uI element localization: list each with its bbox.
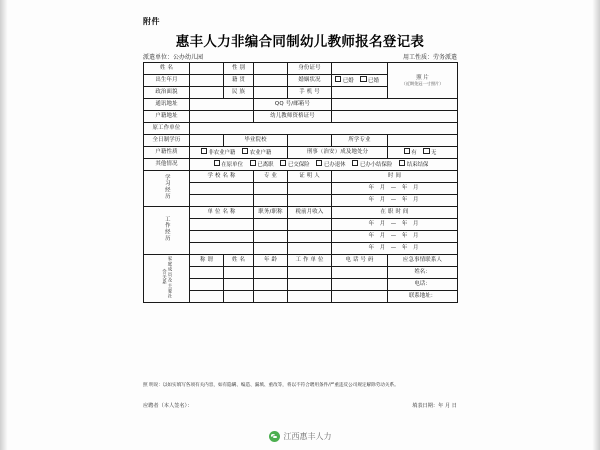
- checkbox-end-insurance-label: 结束结保: [406, 162, 429, 169]
- field-major[interactable]: [388, 135, 458, 147]
- field-gender[interactable]: [254, 63, 288, 75]
- label-major: 所学专业: [332, 135, 388, 147]
- label-school: 毕业院校: [224, 135, 288, 147]
- study-school-2[interactable]: [190, 195, 254, 207]
- family-col-age: 年 龄: [254, 255, 288, 267]
- family-rel-2[interactable]: [190, 279, 224, 291]
- study-major-2[interactable]: [254, 195, 288, 207]
- work-unit-1[interactable]: [190, 219, 254, 231]
- field-marital[interactable]: [332, 75, 388, 87]
- family-phone-1[interactable]: [332, 267, 388, 279]
- work-title-3[interactable]: [254, 243, 288, 255]
- checkbox-icon: [423, 148, 429, 154]
- page-right-shadow: [592, 0, 600, 450]
- field-mobile[interactable]: [332, 87, 388, 99]
- work-title-1[interactable]: [254, 219, 288, 231]
- field-teacher-cert[interactable]: [332, 111, 458, 123]
- checkbox-icon: [250, 160, 256, 166]
- emergency-contact-label: 应急事情联系人: [388, 255, 458, 267]
- family-rel-1[interactable]: [190, 267, 224, 279]
- watermark-brand: 江西惠丰人力: [283, 432, 332, 441]
- checkbox-insured[interactable]: [280, 162, 309, 168]
- checkbox-icon: [404, 148, 410, 154]
- checkbox-end-insurance[interactable]: [399, 162, 428, 168]
- study-school-1[interactable]: [190, 183, 254, 195]
- study-col-time: 时 间: [332, 171, 458, 183]
- field-school[interactable]: [288, 135, 332, 147]
- checkbox-at-original-unit[interactable]: [214, 162, 243, 168]
- work-title-2[interactable]: [254, 231, 288, 243]
- family-name-3[interactable]: [224, 291, 254, 303]
- field-household[interactable]: [190, 111, 254, 123]
- study-witness-2[interactable]: [288, 195, 332, 207]
- family-col-phone: 电 话 号 码: [332, 255, 388, 267]
- photo-label: 照 片: [416, 74, 429, 81]
- study-witness-1[interactable]: [288, 183, 332, 195]
- work-time-3[interactable]: 年 月 — 年 月: [332, 243, 458, 255]
- checkbox-retired-label: 已办退休: [323, 162, 346, 169]
- checkbox-resigned[interactable]: [250, 162, 274, 168]
- family-age-2[interactable]: [254, 279, 288, 291]
- field-household-type[interactable]: [190, 147, 288, 159]
- label-education: 全日制学历: [144, 135, 190, 147]
- field-prev-employer[interactable]: [190, 123, 458, 135]
- photo-note: （近期免冠一寸照片）: [401, 81, 444, 87]
- date-label: [412, 402, 457, 409]
- family-col-rel: 称 谓: [190, 255, 224, 267]
- checkbox-icon: [335, 76, 341, 82]
- label-household: 户籍地址: [144, 111, 190, 123]
- table-row: [144, 183, 458, 195]
- study-col-witness: 证 明 人: [288, 171, 332, 183]
- checkbox-small-insurance-label: 已办小结保险: [359, 162, 393, 169]
- work-unit-3[interactable]: [190, 243, 254, 255]
- table-row: [144, 291, 458, 303]
- page-left-shadow: [0, 0, 8, 450]
- watermark-inner: [269, 431, 332, 442]
- checkbox-nonagri[interactable]: [201, 150, 236, 156]
- table-row: [144, 63, 458, 75]
- family-name-2[interactable]: [224, 279, 254, 291]
- label-nation: 民 族: [224, 87, 254, 99]
- employment-type: 用工性质：劳务派遣: [402, 54, 457, 61]
- field-hometown[interactable]: [254, 75, 288, 87]
- label-prev-employer: 原工作单位: [144, 123, 190, 135]
- work-income-1[interactable]: [288, 219, 332, 231]
- table-row: [144, 279, 458, 291]
- subtitle-row: [143, 52, 457, 61]
- label-penalty: 刑事（治安）成及地处分: [288, 147, 388, 159]
- emergency-name-field[interactable]: 姓名：: [388, 267, 458, 279]
- checkbox-resigned-label: 已离职: [257, 162, 274, 169]
- section-label-study: [144, 171, 190, 207]
- family-col-unit: 工 作 单 位: [288, 255, 332, 267]
- label-name: 姓 名: [144, 63, 190, 75]
- emergency-phone-field[interactable]: 电话：: [388, 279, 458, 291]
- table-row: [144, 267, 458, 279]
- family-phone-2[interactable]: [332, 279, 388, 291]
- checkbox-icon: [214, 160, 220, 166]
- study-header-row: [144, 171, 458, 183]
- label-teacher-cert: 幼儿教师资格证号: [254, 111, 332, 123]
- checkbox-penalty-no-label: 无: [431, 150, 437, 157]
- table-row: [144, 123, 458, 135]
- family-rel-3[interactable]: [190, 291, 224, 303]
- section-label-work-text: 工作经历: [163, 216, 170, 242]
- family-phone-3[interactable]: [332, 291, 388, 303]
- table-row: [144, 243, 458, 255]
- signature-label[interactable]: 应聘者（本人签名）：: [143, 403, 193, 409]
- checkbox-insured-label: 已交保险: [287, 162, 310, 169]
- watermark: [0, 427, 600, 446]
- checkbox-married[interactable]: [335, 78, 353, 84]
- work-income-3[interactable]: [288, 243, 332, 255]
- label-address: 通讯地址: [144, 99, 190, 111]
- checkbox-icon: [360, 76, 366, 82]
- table-row: [144, 111, 458, 123]
- study-major-1[interactable]: [254, 183, 288, 195]
- table-row: [144, 147, 458, 159]
- table-row: [144, 99, 458, 111]
- dispatch-unit: 派遣单位：公办幼儿园: [143, 54, 204, 61]
- family-unit-2[interactable]: [288, 279, 332, 291]
- checkbox-penalty-yes-label: 有: [411, 150, 417, 157]
- study-col-school: 学 校 名 称: [190, 171, 254, 183]
- emergency-address-field[interactable]: 联系地址：: [388, 291, 458, 303]
- work-unit-2[interactable]: [190, 231, 254, 243]
- family-age-1[interactable]: [254, 267, 288, 279]
- checkbox-penalty-yes[interactable]: [404, 150, 417, 156]
- date-label-text: 填表日期：: [412, 403, 439, 409]
- signature-row: [143, 402, 457, 409]
- field-political[interactable]: [190, 87, 224, 99]
- work-time-1[interactable]: 年 月 — 年 月: [332, 219, 458, 231]
- checkbox-icon: [316, 160, 322, 166]
- family-unit-1[interactable]: [288, 267, 332, 279]
- work-time-2[interactable]: 年 月 — 年 月: [332, 231, 458, 243]
- date-blank[interactable]: 年 月 日: [438, 403, 457, 409]
- label-hometown: 籍 贯: [224, 75, 254, 87]
- registration-form: [143, 62, 458, 303]
- field-qq[interactable]: [332, 99, 458, 111]
- family-unit-3[interactable]: [288, 291, 332, 303]
- study-time-1[interactable]: 年 月 — 年 月: [332, 183, 458, 195]
- field-address[interactable]: [190, 99, 254, 111]
- family-name-1[interactable]: [224, 267, 254, 279]
- label-household-type: 户籍性质: [144, 147, 190, 159]
- label-mobile: 手 机 号: [288, 87, 332, 99]
- study-col-major: 专 业: [254, 171, 288, 183]
- form-note: 照 明说：以如实填写各项有关内容，如有隐瞒、编造、漏填、重改等，将以不符合聘用条件/严重违反公司规定解除劳动关系。: [143, 383, 399, 388]
- work-col-title: 职务/职称: [254, 207, 288, 219]
- table-row: [144, 159, 458, 171]
- checkbox-icon: [399, 160, 405, 166]
- label-marital: 婚姻状况: [288, 75, 332, 87]
- table-row: [144, 135, 458, 147]
- field-nation[interactable]: [254, 87, 288, 99]
- label-political: 政治面貌: [144, 87, 190, 99]
- section-label-study-text: 学习经历: [163, 174, 170, 200]
- field-name[interactable]: [190, 63, 224, 75]
- work-header-row: [144, 207, 458, 219]
- checkbox-nonagri-label: 非农业户籍: [208, 150, 236, 157]
- checkbox-at-original-unit-label: 在原单位: [221, 162, 243, 169]
- checkbox-single[interactable]: [360, 78, 378, 84]
- checkbox-icon: [280, 160, 286, 166]
- label-birth: 出生年月: [144, 75, 190, 87]
- field-idcard[interactable]: [332, 63, 388, 75]
- table-row: [144, 195, 458, 207]
- study-time-2[interactable]: 年 月 — 年 月: [332, 195, 458, 207]
- table-row: [144, 219, 458, 231]
- checkbox-icon: [242, 148, 248, 154]
- page-title: 惠丰人力非编合同制幼儿教师报名登记表: [175, 34, 425, 50]
- checkbox-single-label: 已婚: [368, 78, 379, 85]
- field-birth[interactable]: [190, 75, 224, 87]
- photo-box[interactable]: [388, 63, 458, 99]
- work-income-2[interactable]: [288, 231, 332, 243]
- field-education[interactable]: [190, 135, 224, 147]
- checkbox-icon: [352, 160, 358, 166]
- label-qq: QQ 号/邮箱号: [254, 99, 332, 111]
- checkbox-retired[interactable]: [316, 162, 345, 168]
- section-label-family: [144, 255, 190, 303]
- section-label-work: [144, 207, 190, 255]
- checkbox-penalty-no[interactable]: [423, 150, 436, 156]
- checkbox-agri[interactable]: [242, 150, 271, 156]
- checkbox-small-insurance[interactable]: [352, 162, 392, 168]
- wechat-icon: [269, 431, 280, 442]
- family-header-row: [144, 255, 458, 267]
- label-gender: 性 别: [224, 63, 254, 75]
- label-idcard: 身份证号: [288, 63, 332, 75]
- label-other-status: 其他情况: [144, 159, 190, 171]
- work-col-income: 税前月收入: [288, 207, 332, 219]
- attachment-label: 附件: [143, 17, 160, 26]
- work-col-unit: 单 位 名 称: [190, 207, 254, 219]
- checkbox-married-label: 已婚: [342, 78, 354, 85]
- checkbox-agri-label: 农业户籍: [249, 150, 272, 157]
- section-label-family-text: 家庭成员及主要社会关系: [161, 255, 172, 299]
- table-row: [144, 231, 458, 243]
- family-age-3[interactable]: [254, 291, 288, 303]
- field-penalty[interactable]: [388, 147, 458, 159]
- family-col-name: 姓 名: [224, 255, 254, 267]
- checkbox-icon: [201, 148, 207, 154]
- field-other-status[interactable]: [190, 159, 458, 171]
- work-col-time: 在 职 时 间: [332, 207, 458, 219]
